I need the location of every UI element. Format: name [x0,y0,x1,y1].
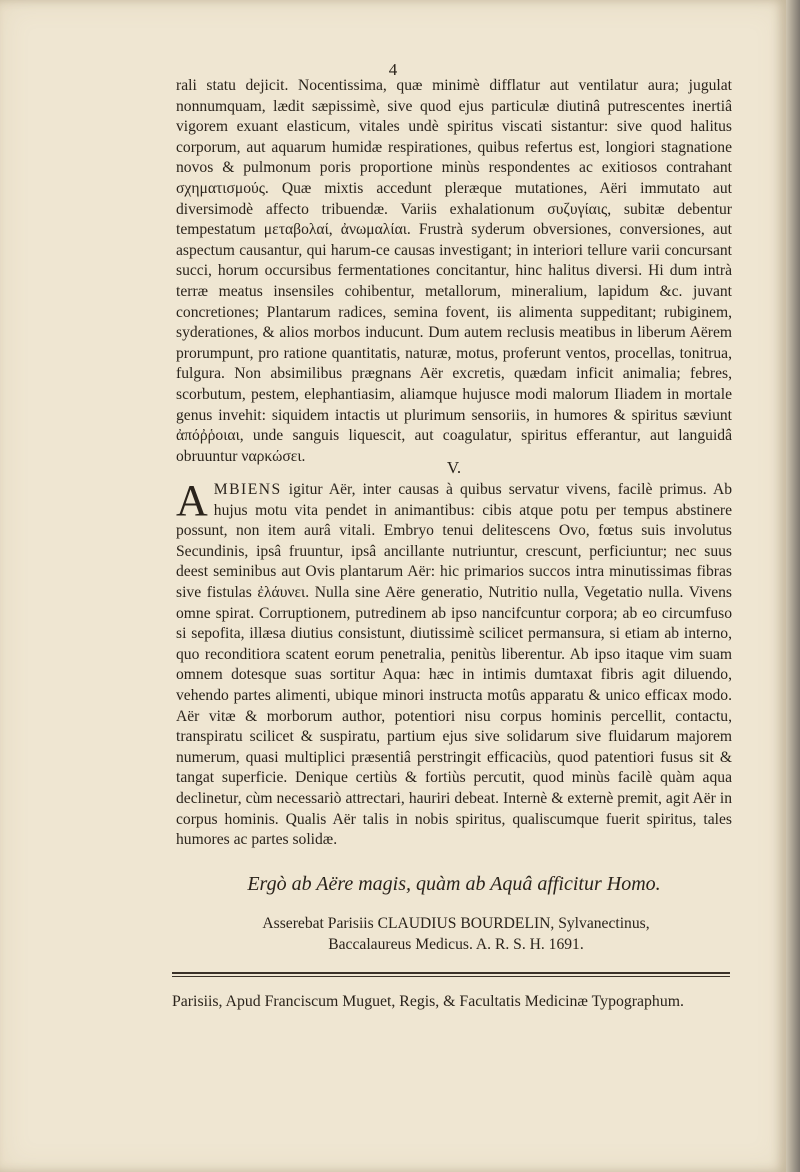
section-iv-continued [176,76,732,467]
page-number: 4 [388,60,398,79]
divider-rule [172,972,730,974]
defender-line-2: Baccalaureus Medicus. A. R. S. H. 1691. [328,936,584,953]
section-number: V. [446,458,462,477]
first-word: MBIENS [213,481,282,498]
defender-statement [186,913,726,955]
paragraph-text: rali statu dejicit. Nocentissima, quæ minimè difflatur aut ventilatur aura; jugulat nonnumquam, lædit sæpissimè, sive quod ejus particulæ diutinâ putrescentes inertiâ vigorem exuant elasticum, vitales undè spiritus viscati sistantur: sive quod halitus corporum, aut aquarum humidæ respirationes, quibus refertus est, longiori stagnatione novos & pulmonum poris proportione minùs respondentes ac exitiosos contrahant σχηματισμούς. Quæ mixtis accedunt pleræque mutationes, Aëri immutato aut diversimodè affecto tribuendæ. Variis exhalationum συζυγίαις, subitæ debentur tempestatum μεταβολαί, ἀνωμαλίαι. Frustrà syderum obversiones, conversiones, aut aspectum causantur, qui harum-ce causas investigant; in interiori tellure varii concursant succi, horum occursibus fermentationes concitantur, hinc halitus diversi. Hi dum intrà terræ meatus insensiles cohibentur, metallorum, mineralium, lapidum &c. juvant concretiones; Plantarum radices, semina fovent, iis alimenta suppeditant; rubiginem, syderationes, & alios morbos inducunt. Dum autem reclusis meatibus in liberum Aërem prorumpunt, pro ratione quantitatis, naturæ, motus, proferunt ventos, procellas, tonitrua, fulgura. Non absimilibus prægnans Aër excretis, quædam inficit animalia; febres, scorbutum, pestem, elephantiasim, aliamque hujusce modi malorum Iliadem in mortale genus invehit: siquidem intactis ut plurimum sensoriis, in humores & spiritus sæviunt ἀπόῤῥοιαι, unde sanguis liquescit, aut coagulatur, spiritus efferantur, aut languidâ obruuntur ναρκώσει. [176,77,732,465]
drop-cap: A [176,476,208,525]
thesis-conclusion: Ergò ab Aëre magis, quàm ab Aquâ afficitur Homo. [247,873,661,895]
paragraph-text: igitur Aër, inter causas à quibus servatur vivens, facilè primus. Ab hujus motu vita pendet in animantibus: cibis atque potu per tempus abstinere possunt, non item aurâ vitali. Embryo tenui delitescens Ovo, fœtus suis involutus Secundinis, ipsâ fruuntur, ipsâ ancillante nutriuntur, crescunt, perficiuntur; nec suus deest seminibus aut Ovis plantarum Aër: hic primarios succos intra minutissimas fibras sive fistulas ἐλάυνει. Nulla sine Aëre generatio, Nutritio nulla, Vegetatio nulla. Vivens omne spirat. Corruptionem, putredinem ab ipso nancifcuntur corpora; ab eo circumfuso si sepofita, illæsa diutius consistunt, diutissimè scilicet permansura, si etiam ab interno, quo reconditiora scatent eorum penetralia, penitùs liberentur. Ab ipso itaque vim suam omnem dotesque suas sortitur Aqua: hæc in intimis dumtaxat fibris agit diluendo, vehendo partes alimenti, ubique minori instructa motûs apparatu & unico efficax modo. Aër vitæ & morborum author, potentiori nisu corpus hominis percellit, contactu, transpiratu scilicet & suspiratu, partium ejus sive solidarum sive fluidarum majorem numerum, quasi multiplici præsentiâ perstringit efficaciùs, quod patentiori fusus sit & tangat superficie. Denique certiùs & fortiùs percutit, quod minùs facilè quàm aqua declinetur, cùm necessariò attrectari, hauriri debeat. Internè & externè premit, agit Aër in corpus hominis. Qualis Aër talis in nobis spiritus, qualiscumque fuerit spiritus, tales humores ac partes solidæ. [176,481,732,849]
printer-imprint: Parisiis, Apud Franciscum Muguet, Regis, & Facultatis Medicinæ Typographum. [172,993,684,1010]
divider-rule-thin [172,976,730,977]
section-v [176,476,732,851]
page-edge [786,0,800,1172]
defender-line-1: Asserebat Parisiis CLAUDIUS BOURDELIN, Sylvanectinus, [262,915,650,932]
